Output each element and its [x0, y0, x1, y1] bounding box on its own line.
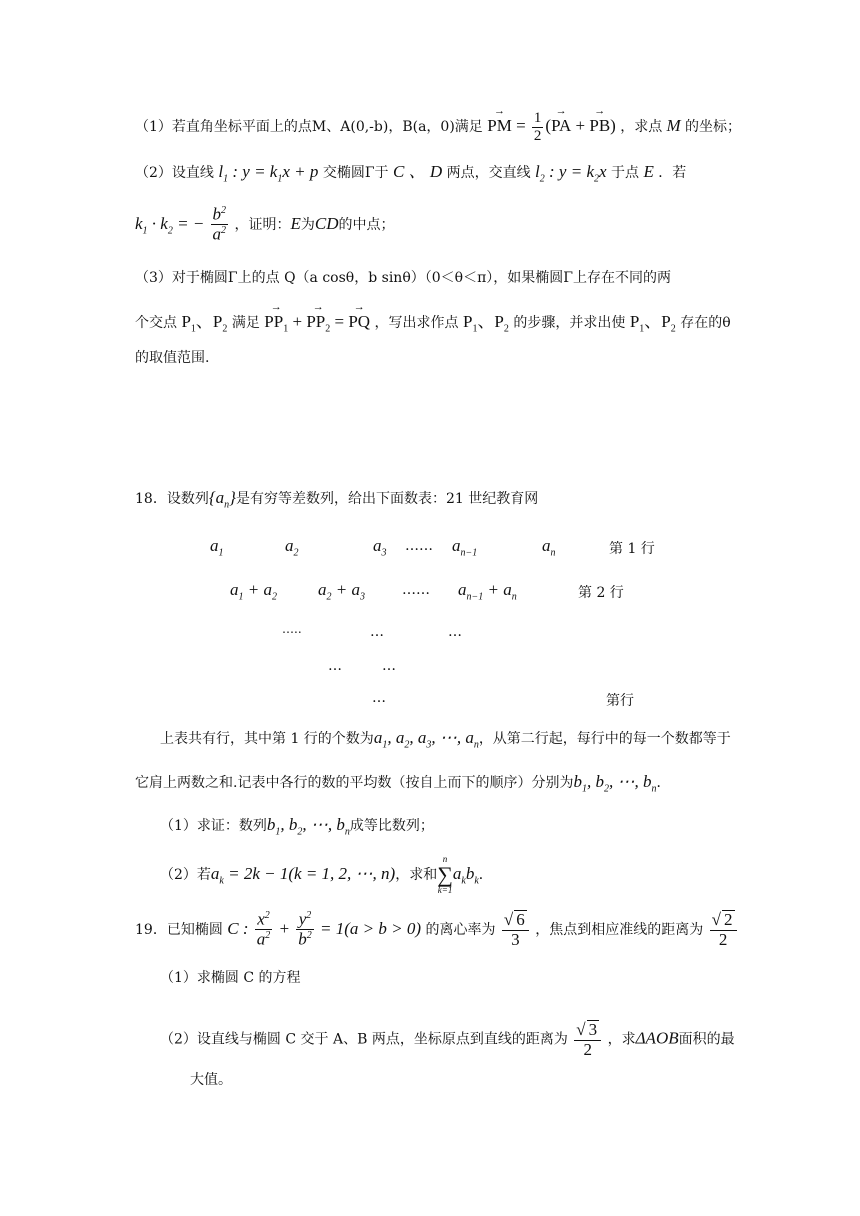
p17-q1-tail: 的坐标； — [684, 118, 741, 135]
table-a1a2: $a_1 + a_2$ — [230, 580, 277, 603]
table-an1an: $a_{n-1} + a_n$ — [458, 580, 517, 603]
table-dots-r4a: … — [328, 658, 342, 674]
sum-term: $a_kb_k$ — [452, 864, 479, 887]
p18-para2-prefix: 它肩上两数之和.记表中各行的数的平均数（按自上而下的顺序）分别为 — [135, 775, 574, 791]
table-dots-r4b: … — [382, 658, 396, 674]
p17-q3-mid2: 的步骤，并求出使 — [513, 315, 626, 331]
p19-q2-line2-text: 大值。 — [190, 1072, 232, 1088]
sum-symbol: n ∑ k=1 — [437, 854, 453, 895]
p18-intro-suffix: 是有穷等差数列，给出下面数表：21 世纪教育网 — [235, 491, 539, 507]
p19-intro — [135, 910, 739, 950]
p19-q2-line2 — [190, 1072, 232, 1089]
p17-q2-mid3: 于点 — [611, 165, 639, 181]
p17-q3-prefix: 个交点 — [135, 315, 177, 331]
p17-q3-line3 — [135, 350, 209, 367]
eccentricity-value: $\frac{√ 6}{3}$ — [500, 919, 531, 938]
p17-q2-line2-tail: 为 — [300, 216, 315, 233]
p18-intro — [135, 488, 538, 511]
table-dots-r1: …… — [405, 538, 433, 554]
p17-q1 — [135, 110, 741, 144]
p17-q2-mid1: 交椭圆Γ于 — [322, 165, 389, 181]
p17-q3-mid: 满足 — [231, 315, 260, 331]
p19-q2-prefix: （2）设直线与椭圆 C 交于 A、B 两点，坐标原点到直线的距离为 — [160, 1031, 568, 1048]
table-row1-label: 第 1 行 — [609, 541, 655, 557]
table-last-label: 第行 — [606, 693, 634, 709]
points-p1-p2-b: $P_1$、$P_2$ — [462, 312, 509, 335]
seq-an: $\{a_n\}$ — [208, 488, 236, 511]
p18-q2-mid: ，求和 — [395, 867, 438, 883]
table-dots-r3b: … — [370, 624, 384, 640]
origin-distance-value: $\frac{√ 3}{2}$ — [572, 1029, 603, 1048]
p17-q2-line2 — [135, 205, 395, 245]
p17-q2-line2-suffix: ，证明： — [234, 216, 291, 233]
point-e-2: E — [290, 213, 301, 233]
p18-q2-prefix: （2）若 — [160, 867, 211, 883]
p17-q3-line2 — [135, 312, 731, 335]
p19-q2-mid: ，求 — [607, 1031, 636, 1048]
pq-vector-eq: → $PP_1$ + → $PP_2$ = → PQ — [264, 312, 370, 331]
p17-q2-tail: ．若 — [658, 165, 687, 181]
p18-q2 — [160, 855, 493, 895]
p17-q1-prefix: （1）若直角坐标平面上的点M、A(0,-b)，B(a，0)满足 — [135, 118, 483, 135]
seq-b-list-2: $b_1$, $b_2$, ⋯, $b_n$ — [266, 815, 350, 838]
points-cd: C 、 D — [393, 162, 443, 181]
points-p1-p2-c: $P_1$、$P_2$ — [629, 312, 676, 335]
p17-q2-line2-end: 的中点； — [338, 216, 395, 233]
p17-q3-line1 — [135, 270, 671, 287]
table-dots-r5: … — [372, 690, 386, 706]
table-a2a3: $a_2 + a_3$ — [318, 580, 365, 603]
table-dots-r3a: ….. — [282, 622, 302, 636]
seq-a-list: $a_1$, $a_2$, $a_3$, ⋯, $a_n$ — [373, 728, 479, 751]
points-p1-p2: $P_1$、$P_2$ — [181, 312, 228, 335]
table-a1: $a_1$ — [210, 536, 224, 559]
line-l1-eq: $l_1$ : $y = k_1x + p$ — [218, 162, 319, 185]
p18-para1-suffix: ，从第二行起，每行中的每一个数都等于 — [478, 731, 731, 747]
pm-equation: → PM = $\frac{1}{2}$ (→ PA + → PB) — [487, 116, 616, 135]
table-dots-r2: …… — [402, 582, 430, 598]
table-an: $a_n$ — [542, 536, 556, 559]
table-an-1: $a_{n-1}$ — [452, 536, 478, 559]
p18-para1-prefix: 上表共有行，其中第 1 行的个数为 — [160, 731, 374, 747]
point-m: M — [662, 115, 685, 135]
k-product-eq: $k_1 \cdot k_2$ = − $\frac{b^2}{a^2}$ — [135, 204, 227, 244]
p19-q1-text: （1）求椭圆 C 的方程 — [160, 970, 301, 986]
table-a2: $a_2$ — [285, 536, 299, 559]
p17-q3-tail: 存在的θ — [680, 315, 731, 331]
p19-q1 — [160, 970, 301, 987]
p17-q3-suffix: ，写出求作点 — [374, 315, 459, 331]
table-row2-label: 第 2 行 — [578, 585, 624, 601]
p19-q2 — [160, 1020, 735, 1059]
p19-intro-mid2: ，焦点到相应准线的距离为 — [535, 921, 704, 938]
p17-q3-text3: 的取值范围. — [135, 350, 210, 366]
p18-intro-prefix: 18．设数列 — [135, 491, 209, 507]
distance-value: $\frac{√ 2}{2}$ — [708, 919, 739, 938]
table-a3: $a_3$ — [373, 536, 387, 559]
p18-para1 — [160, 728, 731, 751]
point-e: E — [643, 162, 654, 181]
seq-b-list: $b_1$, $b_2$, ⋯, $b_n$ — [573, 772, 657, 795]
line-l2-eq: $l_2$ : $y = k_2x$ — [535, 162, 607, 185]
table-dots-r3c: … — [448, 624, 462, 640]
p18-para2-suffix: ． — [656, 775, 671, 791]
p17-q2-prefix: （2）设直线 — [135, 165, 214, 181]
p17-q3-text1: （3）对于椭圆Γ上的点 Q（a cosθ，b sinθ）（0＜θ＜π），如果椭圆Γ上存在不同的两 — [135, 270, 671, 286]
triangle-aob: ΔAOB — [635, 1028, 679, 1048]
p18-para2 — [135, 772, 670, 795]
p17-q1-suffix: ，求点 — [620, 118, 663, 135]
p19-intro-prefix: 19．已知椭圆 — [135, 921, 223, 938]
p17-q2-mid2: 两点，交直线 — [446, 165, 531, 181]
ellipse-eq: C : $\frac{x^2}{a^2}$ + $\frac{y^2}{b^2}$ = 1(a > b > 0) — [227, 909, 422, 949]
p18-q1-prefix: （1）求证：数列 — [160, 818, 267, 834]
p19-q2-suffix: 面积的最 — [678, 1031, 735, 1048]
p19-intro-mid: 的离心率为 — [425, 921, 496, 938]
p18-q1 — [160, 815, 434, 838]
p17-q2 — [135, 162, 686, 185]
ak-formula: $a_k = 2k - 1(k = 1$, 2, ⋯, n) — [210, 864, 396, 887]
p18-q2-suffix: ． — [478, 867, 493, 883]
segment-cd: CD — [314, 213, 339, 233]
p18-q1-suffix: 成等比数列； — [349, 818, 434, 834]
